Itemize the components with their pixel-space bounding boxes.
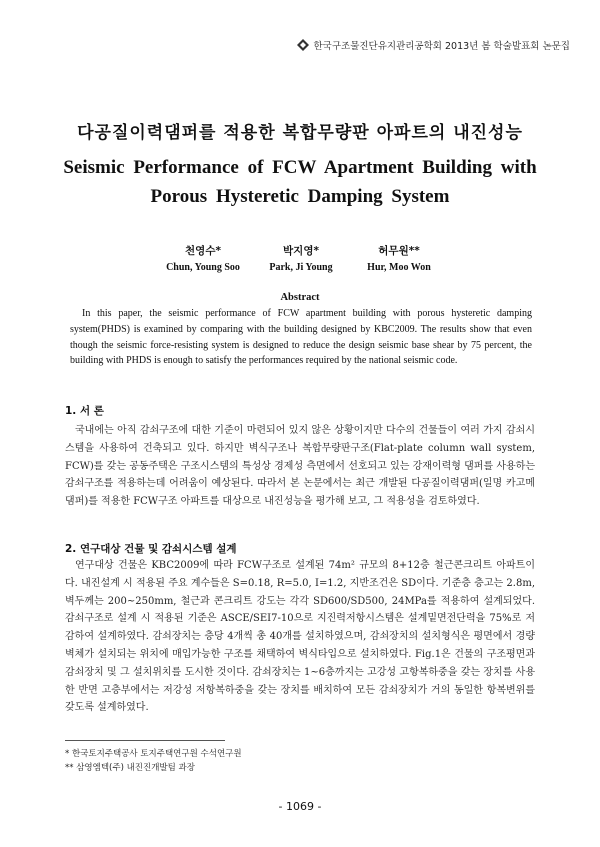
section-1-title: 1. 서 론 bbox=[65, 405, 104, 417]
footnote-divider bbox=[65, 740, 225, 741]
author-name-korean: 박지영* bbox=[283, 245, 319, 257]
section-1-paragraph: 국내에는 아직 감쇠구조에 대한 기준이 마련되어 있지 않은 상황이지만 다수의 건물들이 여러 가지 감쇠시스템을 사용하여 건축되고 있다. 하지만 벽식구조나 복합무량판구조(Flat-plate column wall system, FCW)를 갖는 공동주택은 구조시스템의 특성상 경제성 측면에서 선호되고 있는 강재이력형 댐퍼를 사용하는 감쇠구조를 적용하는데 어려움이 예상된다. 따라서 본 논문에서는 최근 개발된 다공질이력댐퍼(일명 카고메댐퍼)를 적용한 FCW구조 아파트를 대상으로 내진성능을 평가해 보고, 그 적용성을 검토하였다. bbox=[65, 425, 535, 508]
running-head-text: 한국구조물진단유지관리공학회 2013년 봄 학술발표회 논문집 bbox=[313, 41, 570, 52]
running-head bbox=[297, 38, 570, 52]
abstract-heading: Abstract bbox=[280, 292, 320, 303]
author-list bbox=[0, 243, 600, 277]
section-2-title: 2. 연구대상 건물 및 감쇠시스템 설계 bbox=[65, 543, 237, 555]
paper-title-english-line1: Seismic Performance of FCW Apartment Building with bbox=[63, 157, 537, 178]
footnote-1: * 한국토지주택공사 토지주택연구원 수석연구원 bbox=[65, 749, 242, 759]
author-name-english: Chun, Young Soo bbox=[166, 262, 240, 273]
section-2-paragraph: 연구대상 건물은 KBC2009에 따라 FCW구조로 설계된 74m² 규모의 8+12층 철근콘크리트 아파트이다. 내진설계 시 적용된 주요 계수들은 S=0.18, R=5.0, I=1.2, 지반조건은 SD이다. 기준층 층고는 2.8m, 벽두께는 200~250mm, 철근과 콘크리트 강도는 각각 SD600/SD500, 24MPa를 적용하여 설계되었다. 감쇠구조로 설계 시 적용된 기준은 ASCE/SEI7-10으로 지진력저항시스템은 설계밑면전단력을 75%로 저감하여 설계하였다. 감쇠장치는 층당 4개씩 총 40개를 설치하였으며, 감쇠장치의 설치형식은 평면에서 경량벽체가 설치되는 위치에 매입가능한 구조를 채택하여 벽식타입으로 설치하였다. Fig.1은 건물의 구조평면과 감쇠장치 및 그 설치위치를 도시한 것이다. 감쇠장치는 1~6층까지는 고강성 고항복하중을 갖는 장치를 사용한 반면 고층부에서는 저강성 저항복하중을 갖는 장치를 배치하여 모든 감쇠장치가 거의 동일한 항복변위를 갖도록 설계하였다. bbox=[65, 560, 535, 714]
journal-logo-icon bbox=[297, 39, 309, 51]
author-name-english: Hur, Moo Won bbox=[367, 262, 431, 273]
author-name-korean: 천영수* bbox=[185, 245, 221, 257]
paper-title-english bbox=[0, 153, 600, 211]
page-number: - 1069 - bbox=[278, 800, 322, 813]
footnotes bbox=[65, 747, 535, 775]
paper-title-korean: 다공질이력댐퍼를 적용한 복합무량판 아파트의 내진성능 bbox=[77, 123, 523, 143]
author-name-korean: 허무원** bbox=[378, 245, 420, 257]
footnote-2: ** 삼영엠텍(주) 내진진개발팀 과장 bbox=[65, 763, 195, 773]
paper-title-english-line2: Porous Hysteretic Damping System bbox=[150, 186, 450, 207]
author-3 bbox=[334, 243, 464, 273]
author-name-english: Park, Ji Young bbox=[269, 262, 333, 273]
abstract-text: In this paper, the seismic performance of FCW apartment building with porous hysteretic damping system(PHDS) is examined by comparing with the building designed by KBC2009. The results show that even though the seismic force-resisting system is designed to reduce the design seismic base shear by 75 percent, the building with PHDS is enough to satisfy the performances required by the national seismic code. bbox=[70, 308, 532, 367]
